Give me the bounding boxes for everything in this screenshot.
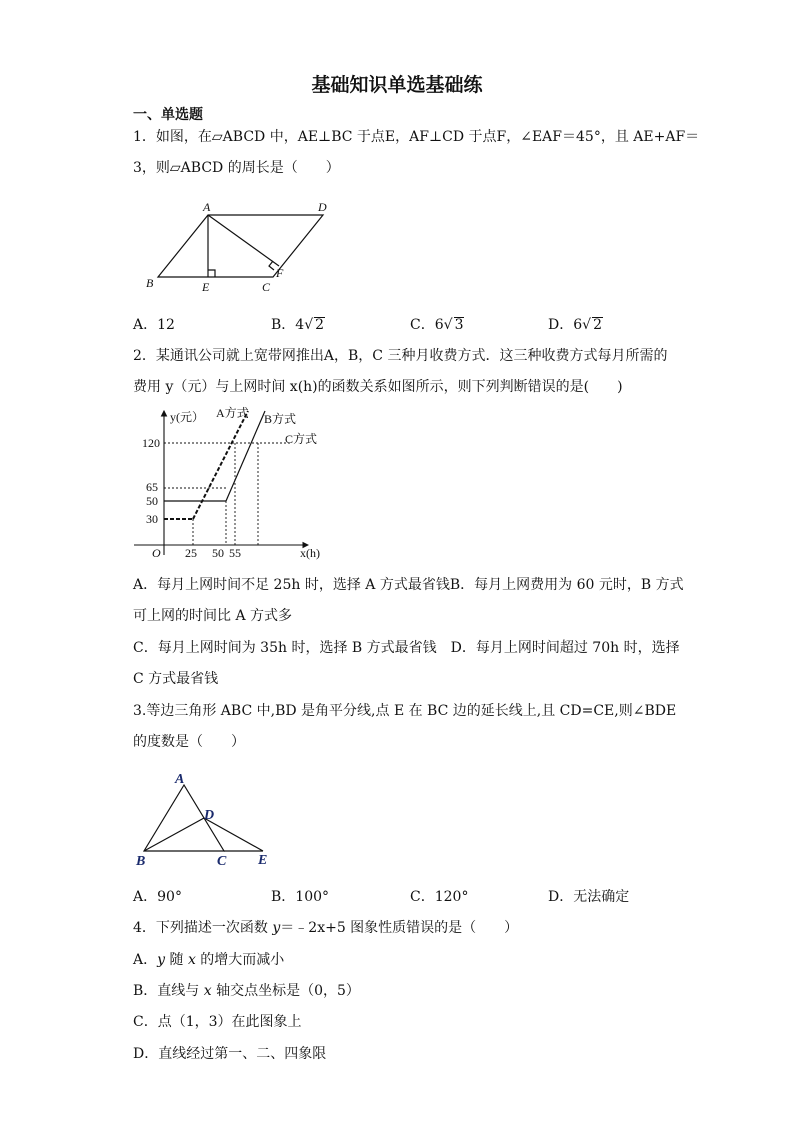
label-E: E xyxy=(258,853,268,868)
label-A: A xyxy=(203,200,211,214)
q2-fee-chart xyxy=(130,405,340,565)
y-axis-label: y(元） xyxy=(170,410,204,424)
series-b-line xyxy=(164,411,265,501)
label-B: B xyxy=(136,854,146,869)
q3-stem-line2: 的度数是（ ） xyxy=(133,734,245,750)
q4-stem: 4．下列描述一次函数 y＝﹣2x+5 图象性质错误的是（ ） xyxy=(133,920,519,936)
y-tick-50: 50 xyxy=(146,494,158,508)
q1-option-a[interactable]: A．12 xyxy=(133,317,175,333)
q1-option-c[interactable]: C．6√ 3 xyxy=(410,317,464,333)
x-tick-50: 50 xyxy=(212,546,224,560)
label-B: B xyxy=(146,276,154,290)
q2-options-ab-line2: 可上网的时间比 A 方式多 xyxy=(133,608,293,624)
q3-option-a[interactable]: A．90° xyxy=(133,889,182,905)
page-title: 基础知识单选基础练 xyxy=(311,74,483,96)
right-angle-mark-E xyxy=(208,270,215,277)
series-b-label: B方式 xyxy=(264,412,297,426)
label-C: C xyxy=(217,854,227,869)
series-c-label: C方式 xyxy=(285,432,318,446)
y-tick-120: 120 xyxy=(142,436,160,450)
altitude-AF xyxy=(208,215,279,266)
q3-stem-line1: 3.等边三角形 ABC 中,BD 是角平分线,点 E 在 BC 边的延长线上,且 CD=CE,则∠BDE xyxy=(133,703,677,719)
q1-stem-line1: 1．如图，在▱ABCD 中，AE⊥BC 于点E，AF⊥CD 于点F，∠EAF＝45°，且 AE+AF＝ xyxy=(133,129,700,145)
q2-stem-line2: 费用 y（元）与上网时间 x(h)的函数关系如图所示，则下列判断错误的是( ) xyxy=(133,379,623,395)
label-C: C xyxy=(262,280,271,294)
q3-option-d[interactable]: D．无法确定 xyxy=(548,889,630,905)
parallelogram-outline xyxy=(158,215,323,277)
q2-options-cd-line2: C 方式最省钱 xyxy=(133,671,219,687)
section-heading: 一、单选题 xyxy=(133,107,203,123)
q4-option-d[interactable]: D．直线经过第一、二、四象限 xyxy=(133,1046,327,1062)
q3-option-b[interactable]: B．100° xyxy=(271,889,330,905)
x-axis-label: x(h) xyxy=(300,546,320,560)
q2-options-ab-line1[interactable]: A．每月上网时间不足 25h 时，选择 A 方式最省钱B．每月上网费用为 60 元时，B 方式 xyxy=(133,577,684,593)
x-tick-55: 55 xyxy=(229,546,241,560)
q2-stem-line1: 2．某通讯公司就上宽带网推出A，B，C 三种月收费方式．这三种收费方式每月所需的 xyxy=(133,348,668,364)
q3-triangle-figure xyxy=(130,765,280,875)
series-a-label: A方式 xyxy=(216,406,249,420)
label-E: E xyxy=(202,280,210,294)
y-tick-30: 30 xyxy=(146,512,158,526)
label-F: F xyxy=(276,266,284,280)
q1-parallelogram-figure xyxy=(138,195,338,295)
y-tick-65: 65 xyxy=(146,480,158,494)
x-tick-25: 25 xyxy=(185,546,197,560)
q1-stem-line2: 3，则▱ABCD 的周长是（ ） xyxy=(133,160,340,176)
q3-option-c[interactable]: C．120° xyxy=(410,889,469,905)
q2-options-cd-line1[interactable]: C．每月上网时间为 35h 时，选择 B 方式最省钱 D．每月上网时间超过 70h 时，选择 xyxy=(133,640,680,656)
q4-option-b[interactable]: B．直线与 x 轴交点坐标是（0，5） xyxy=(133,983,360,999)
origin-label: O xyxy=(152,546,161,560)
label-A: A xyxy=(175,772,185,787)
q1-option-d[interactable]: D．6√ 2 xyxy=(548,317,602,333)
label-D: D xyxy=(318,200,327,214)
q1-option-b[interactable]: B．4√ 2 xyxy=(271,317,325,333)
bisector-BD xyxy=(144,818,204,851)
label-D: D xyxy=(204,808,215,823)
q4-option-c[interactable]: C．点（1，3）在此图象上 xyxy=(133,1014,302,1030)
q4-option-a[interactable]: A．y 随 x 的增大而减小 xyxy=(133,952,285,968)
